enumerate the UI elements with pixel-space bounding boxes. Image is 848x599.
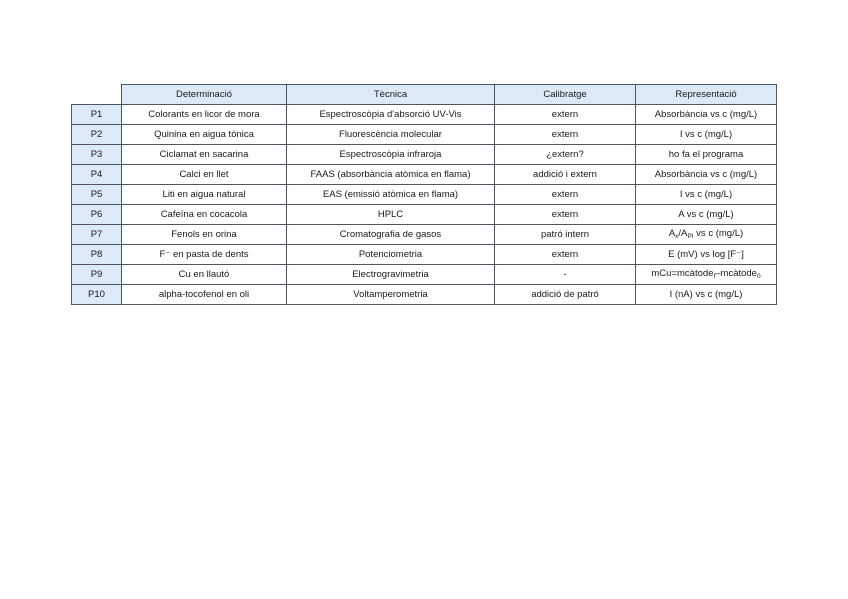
repr-part: /A bbox=[678, 227, 688, 239]
table-row bbox=[72, 105, 777, 125]
row-id-cell: P6 bbox=[72, 205, 122, 225]
spreadsheet-area bbox=[71, 84, 777, 305]
tecnica-cell: Fluorescència molecular bbox=[287, 125, 495, 145]
representacio-cell: E (mV) vs log [F⁻] bbox=[636, 245, 777, 265]
tecnica-cell: Voltamperometria bbox=[287, 285, 495, 305]
representacio-cell: I vs c (mg/L) bbox=[636, 125, 777, 145]
representacio-cell: ho fa el programa bbox=[636, 145, 777, 165]
calibratge-cell: extern bbox=[495, 185, 636, 205]
determinacio-cell: Cu en llautó bbox=[122, 265, 287, 285]
repr-part: mCu=mcàtode bbox=[651, 267, 714, 279]
calibratge-cell: extern bbox=[495, 105, 636, 125]
tecnica-cell: Espectroscòpia infraroja bbox=[287, 145, 495, 165]
row-id-cell: P8 bbox=[72, 245, 122, 265]
determination-table bbox=[71, 84, 777, 305]
repr-subscript: 0 bbox=[756, 272, 761, 280]
calibratge-cell: extern bbox=[495, 125, 636, 145]
representacio-cell: I (nA) vs c (mg/L) bbox=[636, 285, 777, 305]
representacio-cell bbox=[636, 225, 777, 245]
determinacio-cell: Colorants en licor de mora bbox=[122, 105, 287, 125]
tecnica-cell: EAS (emissió atòmica en flama) bbox=[287, 185, 495, 205]
table-row bbox=[72, 165, 777, 185]
determinacio-cell: Liti en aigua natural bbox=[122, 185, 287, 205]
header-representacio: Representació bbox=[636, 85, 777, 105]
repr-subscript: x bbox=[675, 232, 679, 240]
row-id-cell: P5 bbox=[72, 185, 122, 205]
row-id-cell: P9 bbox=[72, 265, 122, 285]
representacio-cell: Absorbància vs c (mg/L) bbox=[636, 105, 777, 125]
table-row bbox=[72, 185, 777, 205]
tecnica-cell: Espectroscòpia d'absorció UV-Vis bbox=[287, 105, 495, 125]
determinacio-cell: F⁻ en pasta de dents bbox=[122, 245, 287, 265]
corner-cell bbox=[72, 85, 122, 105]
table-row bbox=[72, 225, 777, 245]
repr-subscript: f bbox=[713, 272, 716, 280]
row-id-cell: P1 bbox=[72, 105, 122, 125]
determinacio-cell: Calci en llet bbox=[122, 165, 287, 185]
tecnica-cell: FAAS (absorbància atòmica en flama) bbox=[287, 165, 495, 185]
header-determinacio: Determinació bbox=[122, 85, 287, 105]
header-row bbox=[72, 85, 777, 105]
tecnica-cell: HPLC bbox=[287, 205, 495, 225]
repr-part: –mcàtode bbox=[715, 267, 757, 279]
calibratge-cell: - bbox=[495, 265, 636, 285]
header-calibratge: Calibratge bbox=[495, 85, 636, 105]
determinacio-cell: Fenols en orina bbox=[122, 225, 287, 245]
table-row bbox=[72, 245, 777, 265]
header-tecnica: Tècnica bbox=[287, 85, 495, 105]
table-row bbox=[72, 125, 777, 145]
representacio-cell bbox=[636, 265, 777, 285]
repr-part: A bbox=[668, 227, 676, 239]
representacio-cell: Absorbància vs c (mg/L) bbox=[636, 165, 777, 185]
calibratge-cell: addició de patró bbox=[495, 285, 636, 305]
calibratge-cell: addició i extern bbox=[495, 165, 636, 185]
row-id-cell: P10 bbox=[72, 285, 122, 305]
row-id-cell: P4 bbox=[72, 165, 122, 185]
row-id-cell: P3 bbox=[72, 145, 122, 165]
calibratge-cell: extern bbox=[495, 245, 636, 265]
table-row bbox=[72, 285, 777, 305]
determinacio-cell: Quinina en aigua tònica bbox=[122, 125, 287, 145]
calibratge-cell: patró intern bbox=[495, 225, 636, 245]
tecnica-cell: Potenciometria bbox=[287, 245, 495, 265]
table-row bbox=[72, 145, 777, 165]
representacio-cell: I vs c (mg/L) bbox=[636, 185, 777, 205]
tecnica-cell: Cromatografia de gasos bbox=[287, 225, 495, 245]
table-row bbox=[72, 205, 777, 225]
determinacio-cell: Ciclamat en sacarina bbox=[122, 145, 287, 165]
row-id-cell: P7 bbox=[72, 225, 122, 245]
calibratge-cell: extern bbox=[495, 205, 636, 225]
row-id-cell: P2 bbox=[72, 125, 122, 145]
determinacio-cell: Cafeïna en cocacola bbox=[122, 205, 287, 225]
representacio-cell: A vs c (mg/L) bbox=[636, 205, 777, 225]
calibratge-cell: ¿extern? bbox=[495, 145, 636, 165]
table-row bbox=[72, 265, 777, 285]
repr-part: vs c (mg/L) bbox=[693, 227, 744, 239]
tecnica-cell: Electrogravimetria bbox=[287, 265, 495, 285]
determinacio-cell: alpha-tocofenol en oli bbox=[122, 285, 287, 305]
repr-subscript: PI bbox=[687, 232, 694, 240]
